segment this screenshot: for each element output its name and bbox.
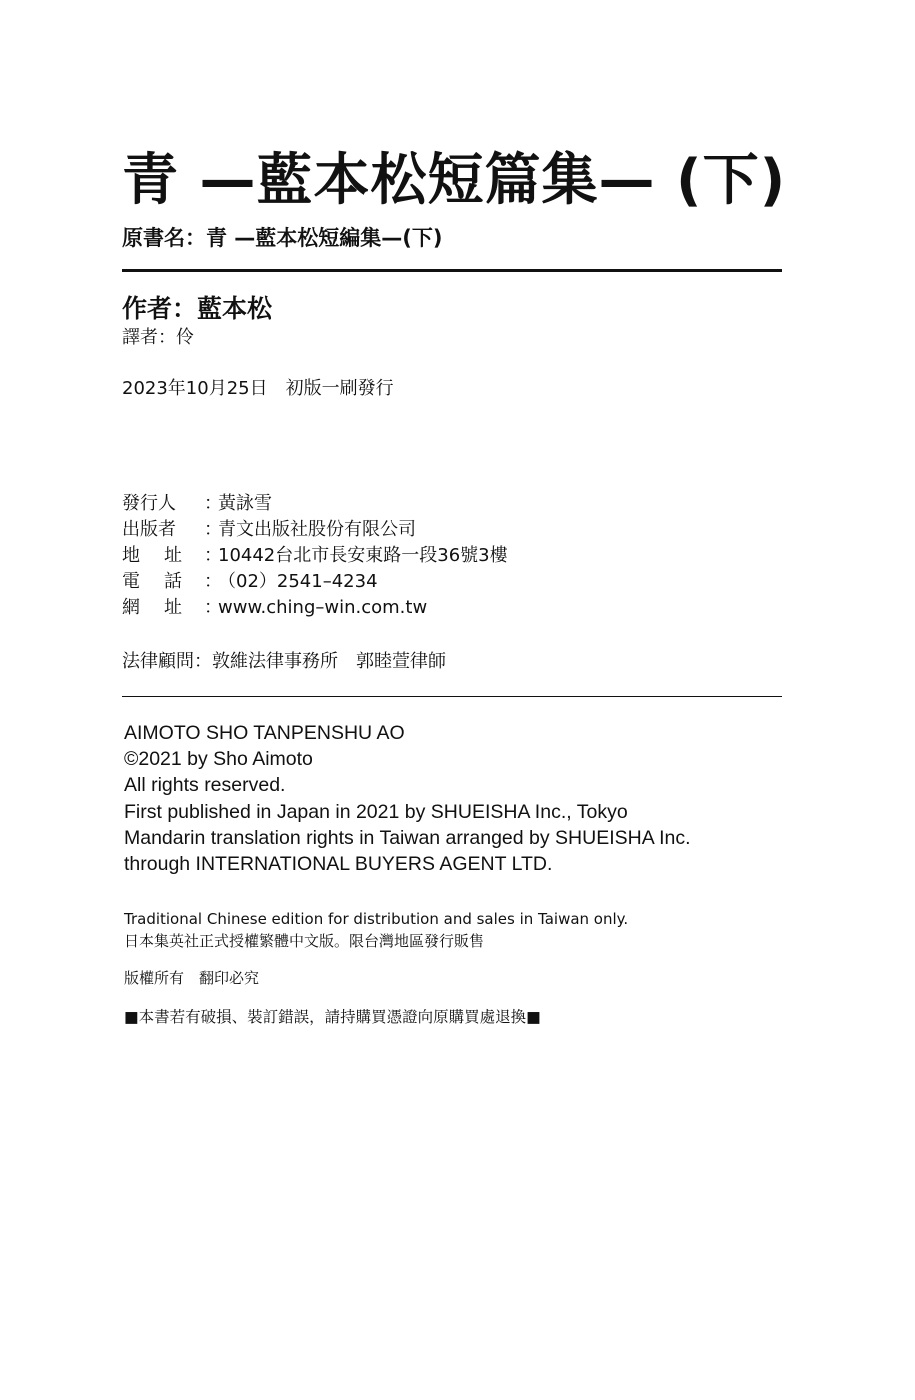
english-credits xyxy=(124,720,691,877)
distribution-chinese: 日本集英社正式授權繁體中文版。限台灣地區發行販售 xyxy=(124,932,485,950)
publisher-info-row xyxy=(122,543,508,569)
rights-reserved: 版權所有 翻印必究 xyxy=(124,969,260,987)
publisher-info xyxy=(122,491,508,621)
label-char: 址 xyxy=(164,545,182,566)
credit-line: Mandarin translation rights in Taiwan arranged by SHUEISHA Inc. xyxy=(124,826,691,849)
author: 作者：藍本松 xyxy=(122,294,273,323)
label-char: 網 xyxy=(122,597,140,618)
publisher-info-row xyxy=(122,595,508,621)
colon: ： xyxy=(204,545,222,566)
book-title: 青 —藍本松短篇集— (下) xyxy=(122,148,787,213)
publisher-info-value: 青文出版社股份有限公司 xyxy=(218,519,416,540)
label-char: 地 xyxy=(122,545,140,566)
translator: 譯者：伶 xyxy=(122,327,194,348)
publisher-info-row xyxy=(122,517,508,543)
distribution-notice xyxy=(124,908,628,952)
publisher-info-value: www.ching–win.com.tw xyxy=(218,597,428,618)
publisher-info-row xyxy=(122,569,508,595)
publisher-info-value: （02）2541–4234 xyxy=(218,571,378,592)
label-char: 電 xyxy=(122,571,140,592)
publisher-info-row xyxy=(122,491,508,517)
credit-line: All rights reserved. xyxy=(124,774,286,797)
colon: ： xyxy=(204,519,222,540)
publisher-info-value: 黃詠雪 xyxy=(218,493,272,514)
colon: ： xyxy=(204,493,222,514)
colon: ： xyxy=(204,597,222,618)
credit-line: AIMOTO SHO TANPENSHU AO xyxy=(124,722,405,744)
label-char: 話 xyxy=(164,571,182,592)
return-notice: ■本書若有破損、裝訂錯誤，請持購買憑證向原購買處退換■ xyxy=(124,1008,541,1026)
publisher-info-label xyxy=(122,543,182,569)
label-text: 出版者 xyxy=(122,519,176,540)
publisher-info-label xyxy=(122,517,204,543)
publisher-info-label xyxy=(122,595,182,621)
section-divider xyxy=(122,696,782,697)
distribution-english: Traditional Chinese edition for distribution and sales in Taiwan only. xyxy=(124,910,629,928)
publisher-info-label xyxy=(122,491,204,517)
label-text: 發行人 xyxy=(122,493,176,514)
colon: ： xyxy=(204,571,222,592)
legal-counsel: 法律顧問：敦維法律事務所 郭睦萱律師 xyxy=(122,651,446,672)
label-char: 址 xyxy=(164,597,182,618)
credit-line: ©2021 by Sho Aimoto xyxy=(124,748,313,771)
original-title: 原書名：青 —藍本松短編集—(下) xyxy=(122,226,443,250)
publisher-info-label xyxy=(122,569,182,595)
edition-date: 2023年10月25日 初版一刷發行 xyxy=(122,378,394,399)
credit-line: through INTERNATIONAL BUYERS AGENT LTD. xyxy=(124,852,553,875)
credit-line: First published in Japan in 2021 by SHUEISHA Inc., Tokyo xyxy=(124,800,628,823)
publisher-info-value: 10442台北市長安東路一段36號3樓 xyxy=(218,545,508,566)
title-divider xyxy=(122,269,782,272)
